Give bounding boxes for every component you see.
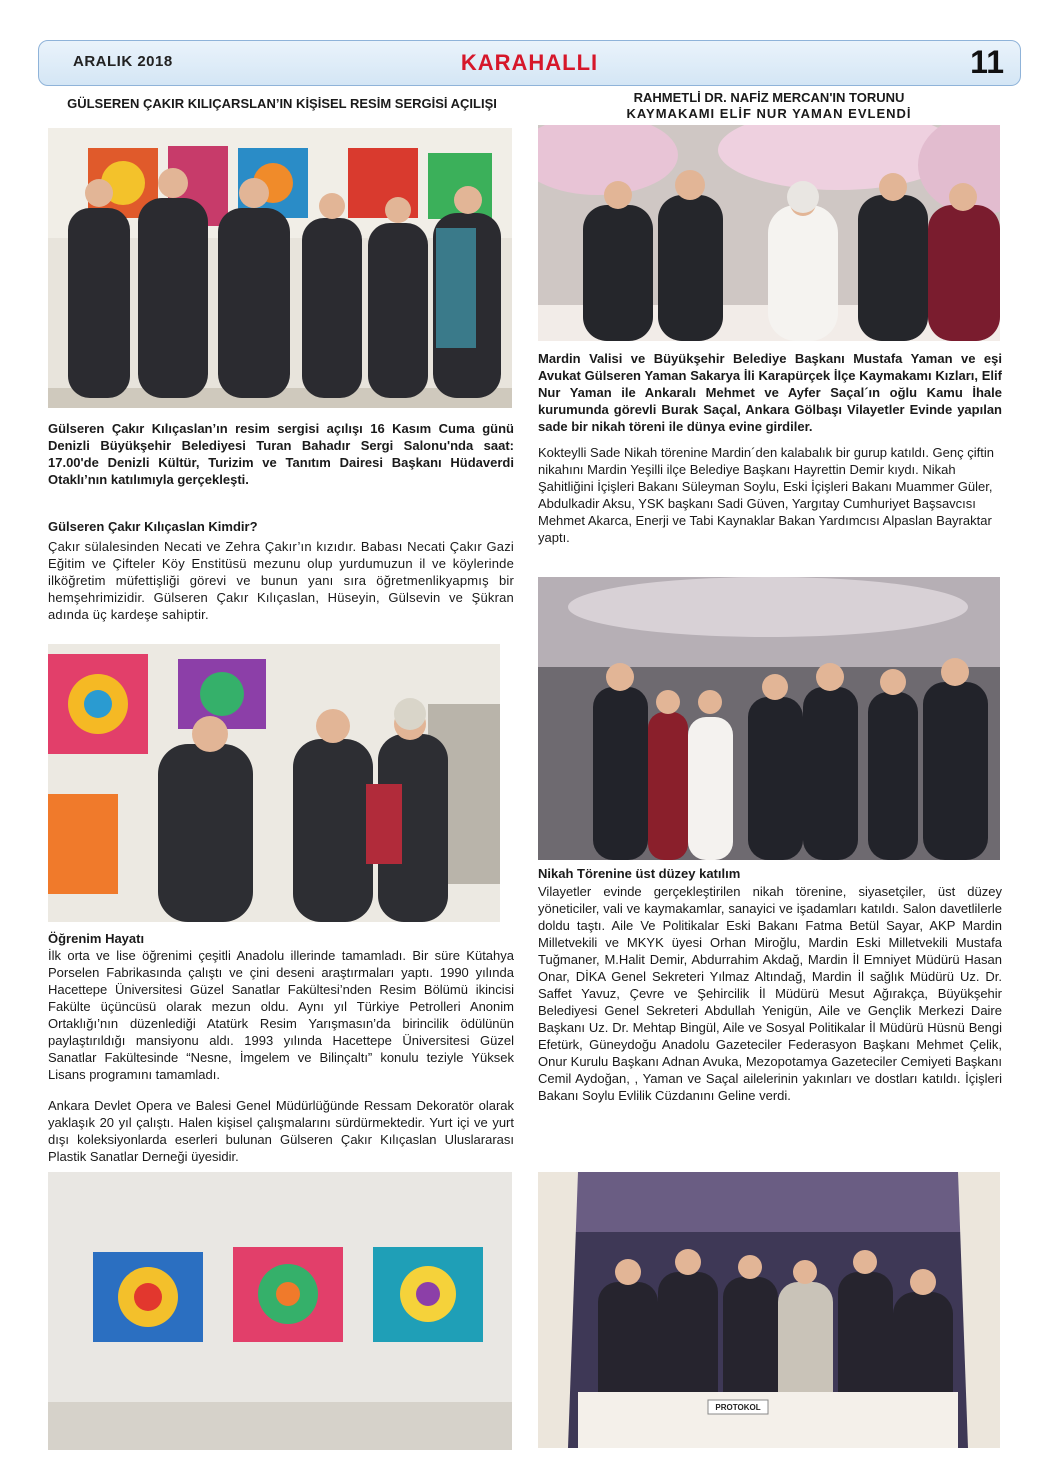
right-headline-2: KAYMAKAMI ELİF NUR YAMAN EVLENDİ xyxy=(626,106,912,121)
who-text: Çakır sülalesinden Necati ve Zehra Çakır’ın kızıdır. Babası Necati Çakır Gazi Eğitim ve Çifteler Köy Enstitüsü mezunu olup yurdumuzun il ve köylerinde ilköğretim müfettişliği görevi ve bunun yanı sıra öğretmenlikyapmış bir hemşehrimizidir. Gülseren Çakır Kılıçaslan, Hüseyin, Gülsevin ve Şükran adında üç kardeşe sahiptir. xyxy=(48,539,514,622)
page-header xyxy=(38,40,1021,86)
life-title: Öğrenim Hayatı xyxy=(48,931,145,946)
right-headline-1: RAHMETLİ DR. NAFİZ MERCAN'IN TORUNU xyxy=(633,90,905,105)
right-lead: Mardin Valisi ve Büyükşehir Belediye Başkanı Mustafa Yaman ve eşi Avukat Gülseren Yaman Sakarya İli Karapürçek İlçe Kaymakamı Kızları, Elif Nur Yaman ile Ankaralı Mehmet ve Ayfer Saçal´ın oğlu Kamu İhale kurumunda görevli Burak Saçal, Ankara Gölbaşı Vilayetler Evinde yapılan sade bir nikah töreni ile dünya evine girdiler. xyxy=(538,351,1002,434)
table-sign: PROTOKOL xyxy=(715,1403,761,1412)
wedding-protocol-table-photo xyxy=(538,1172,1000,1448)
exhibition-group-photo xyxy=(48,128,512,408)
newspaper-title: KARAHALLI xyxy=(460,50,599,75)
guests-text: Vilayetler evinde gerçekleştirilen nikah törenine, siyasetçiler, üst düzey yöneticiler, vali ve kaymakamlar, sanayici ve işadamları katıldı. Salon davetlilerle doldu taştı. Aile Ve Politikalar Eski Bakanı Fatma Betül Sayar, AKP Mardin Milletvekili ve MKYK üyesi Orhan Miroğlu, Mardin Eski Milletvekili Mustafa Tuğmaner, M.Halit Demir, Abdurrahim Akdağ, Mardin İl Emniyet Müdürü Hasan Onar, DİKA Genel Sekreteri Yılmaz Altındağ, Mardin İl sağlık Müdürü Uz. Dr. Saffet Yavuz, Çevre ve Şehircilik İl Müdürü Mesut Ağırakça, Büyükşehir Belediyesi Genel Sekreteri Abdullah Yenigün, Aile ve Gençlik Merkezi Daire Başkanı Uz. Dr. Mehtap Bingül, Aile ve Sosyal Politikalar İl Müdürü Hüsnü Bengi Efetürk, Güneydoğu Anadolu Gazeteciler Federasyon Başkanı Mehmet Çelik, Onur Kurulu Başkanı Adnan Avuka, Mezopotamya Gazeteciler Cemiyeti Başkanı Cemil Aydoğan, , Yaman ve Saçal ailelerinin yakınları ve dostları katıldı. İçişleri Bakanı Soylu Evlilik Cüzdanını Geline verdi. xyxy=(538,884,1002,1103)
wedding-guests-photo xyxy=(538,577,1000,860)
life-text-2: Ankara Devlet Opera ve Balesi Genel Müdürlüğünde Ressam Dekoratör olarak yaklaşık 20 yıl çalıştı. Halen kişisel çalışmalarını sürdürmektedir. Yurt içi ve yurt dışı koleksiyonlarda eserleri bulunan Gülseren Çakır Kılıçaslan Uluslararası Plastik Sanatlar Derneği üyesidir. xyxy=(48,1098,514,1164)
guests-title: Nikah Törenine üst düzey katılım xyxy=(538,866,741,881)
life-text-1: İlk orta ve lise öğrenimi çeşitli Anadolu illerinde tamamladı. Bir süre Kütahya Porselen Fabrikasında çalıştı ve çini deseni araştırmaları yaptı. 1990 yılında Hacettepe Üniversitesi Güzel Sanatlar Fakültesi’nden Resim Bölümü ikincisi Fakülte üçüncüsü olarak mezun oldu. Aynı yıl Türkiye Petrolleri Anonim Ortaklığı’nın düzenlediği Atatürk Resim Yarışmasın’da birincilik ödülünün paylaştırıldığı mansiyonu aldı. 1993 yılında Hacettepe Üniversitesi Güzel Sanatlar Fakültesinde “Nesne, İmgelem ve Bilinçaltı” konulu teziyle Yüksek Lisans programını tamamladı. xyxy=(48,948,514,1082)
left-headline: GÜLSEREN ÇAKIR KILIÇARSLAN’IN KİŞİSEL RESİM SERGİSİ AÇILIŞI xyxy=(67,96,497,111)
left-intro: Gülseren Çakır Kılıçaslan’ın resim sergisi açılışı 16 Kasım Cuma günü Denizli Büyükşehir Belediyesi Turan Bahadır Sergi Salonu'nda saat: 17.00'de Denizli Kültür, Turizim ve Tanıtım Dairesi Başkanı Hüdaverdi Otaklı’nın katılımıyla gerçekleşti. xyxy=(48,421,514,487)
who-title: Gülseren Çakır Kılıçaslan Kimdir? xyxy=(48,519,258,534)
page-number: 11 xyxy=(970,44,1004,80)
paintings-wall-photo xyxy=(48,1172,512,1450)
exhibition-visit-photo xyxy=(48,644,500,922)
right-body: Kokteylli Sade Nikah törenine Mardin´den kalabalık bir gurup katıldı. Genç çiftin nikahını Mardin Yeşilli ilçe Belediye Başkanı Hayrettin Demir kıydı. Nikah Şahitliğini İçişleri Bakanı Süleyman Soylu, Eski İçişleri Bakanı Muammer Güler, Abdulkadir Aksu, YSK başkanı Sadi Güven, Yargıtay Cumhuriyet Başsavcısı Mehmet Akarca, Enerji ve Tabi Kaynaklar Bakan Yardımcısı Alpaslan Bayraktar yaptı. xyxy=(538,445,994,545)
issue-date: ARALIK 2018 xyxy=(73,53,173,70)
wedding-ceremony-photo xyxy=(538,125,1000,341)
